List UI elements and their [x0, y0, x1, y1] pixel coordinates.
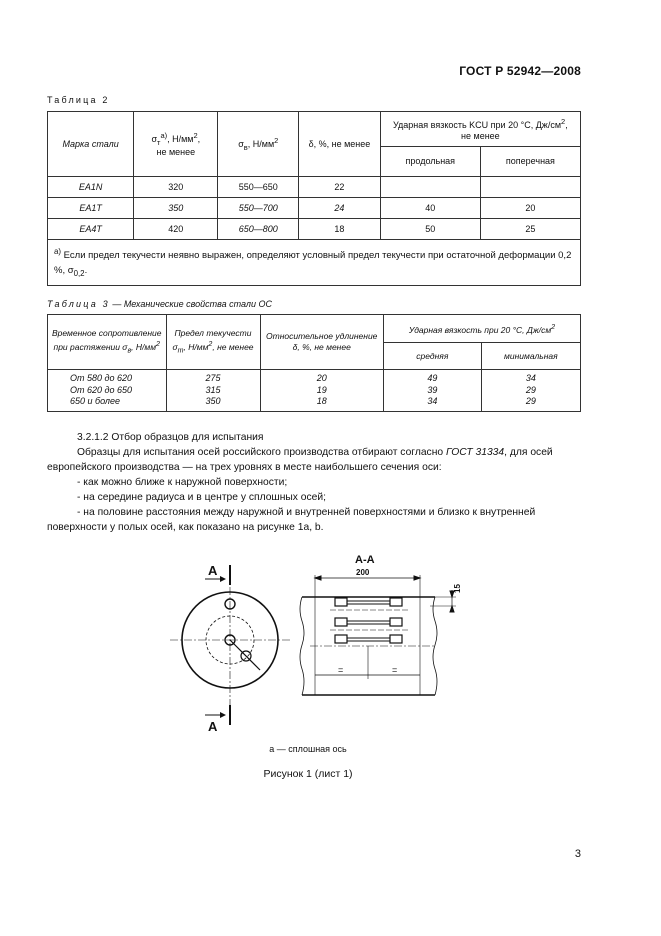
table-row: EA4T 420 650—800 18 50 25 [48, 219, 581, 240]
table-row: EA1N 320 550—650 22 [48, 177, 581, 198]
equal-mark: = [392, 665, 398, 675]
dimension-200: 200 [356, 568, 370, 577]
table2-header-elong: δ, %, не менее [299, 112, 381, 177]
table3 [47, 314, 581, 412]
table2-header-grade: Марка стали [48, 112, 134, 177]
axle-longitudinal-section [300, 575, 456, 695]
table3-header-tensile: Временное сопротивление при растяжении $\sigma_в$, $Н/мм^2$ [48, 315, 167, 370]
table2 [47, 111, 581, 286]
page-number: 3 [574, 848, 581, 860]
figure-subcaption: а — сплошная ось [269, 744, 347, 754]
figure-caption: Рисунок 1 (лист 1) [263, 768, 353, 780]
table2-header-trans: поперечная [480, 147, 580, 177]
table-row: EA1T 350 550—700 24 40 20 [48, 198, 581, 219]
list-item: - на половине расстояния между наружной и внутренней поверхностями и близко к внутренней поверхности у полых осей, как показано на рисунке 1а, b. [47, 507, 536, 533]
section-marker-bottom [205, 705, 230, 734]
table2-caption: Таблица 2 [47, 95, 110, 105]
list-item: - на середине радиуса и в центре у сплошных осей; [77, 492, 327, 503]
figure-drawing [160, 545, 480, 740]
table2-header-impact: Ударная вязкость KCU при 20 °С, $Дж/см^2$, не менее [380, 112, 580, 147]
table3-header-elong: Относительное удлинение δ, %, не менее [260, 315, 383, 370]
dimension-15: 15 [453, 584, 462, 593]
table3-header-avg: средняя [383, 343, 481, 370]
table2-header-long: продольная [380, 147, 480, 177]
axle-cross-section [170, 573, 290, 710]
section-label: А-А [355, 554, 375, 566]
standard-reference: ГОСТ 31334 [445, 447, 505, 458]
table-row: От 580 до 620 От 620 до 650 650 и более 275 315 350 20 19 18 49 39 34 34 29 29 [48, 370, 581, 412]
table2-footnote: $^{а)}$ Если предел текучести неявно выражен, определяют условный предел текучести при остаточной деформации 0,2 %, $\sigma_{0,2}$. [48, 240, 581, 286]
table3-header-min: минимальная [481, 343, 580, 370]
table2-header-yield: $\sigma_т^{a)}$, $Н/мм^2$, не менее [134, 112, 218, 177]
list-item: - как можно ближе к наружной поверхности; [77, 477, 288, 488]
section-paragraph: Образцы для испытания осей российского производства отбирают согласно ГОСТ 31334, для осей европейского производства — на трех уровнях в месте наибольшего сечения оси: [47, 447, 553, 473]
equal-mark: = [338, 665, 344, 675]
table2-header-tensile: $\sigma_в$, $Н/мм^2$ [218, 112, 299, 177]
table3-header-yield: Предел текучести $\sigma_т$, $Н/мм^2$, не менее [166, 315, 260, 370]
document-id: ГОСТ Р 52942—2008 [459, 64, 581, 78]
table3-caption: Таблица 3 — Механические свойства стали ОС [47, 299, 273, 309]
table3-header-impact: Ударная вязкость при 20 °С, $Дж/см^2$ [383, 315, 580, 343]
section-text [47, 430, 583, 535]
svg-text:А: А [208, 563, 218, 578]
section-marker-top [205, 563, 230, 585]
svg-text:А: А [208, 719, 218, 734]
section-heading: 3.2.1.2 Отбор образцов для испытания [77, 432, 264, 443]
